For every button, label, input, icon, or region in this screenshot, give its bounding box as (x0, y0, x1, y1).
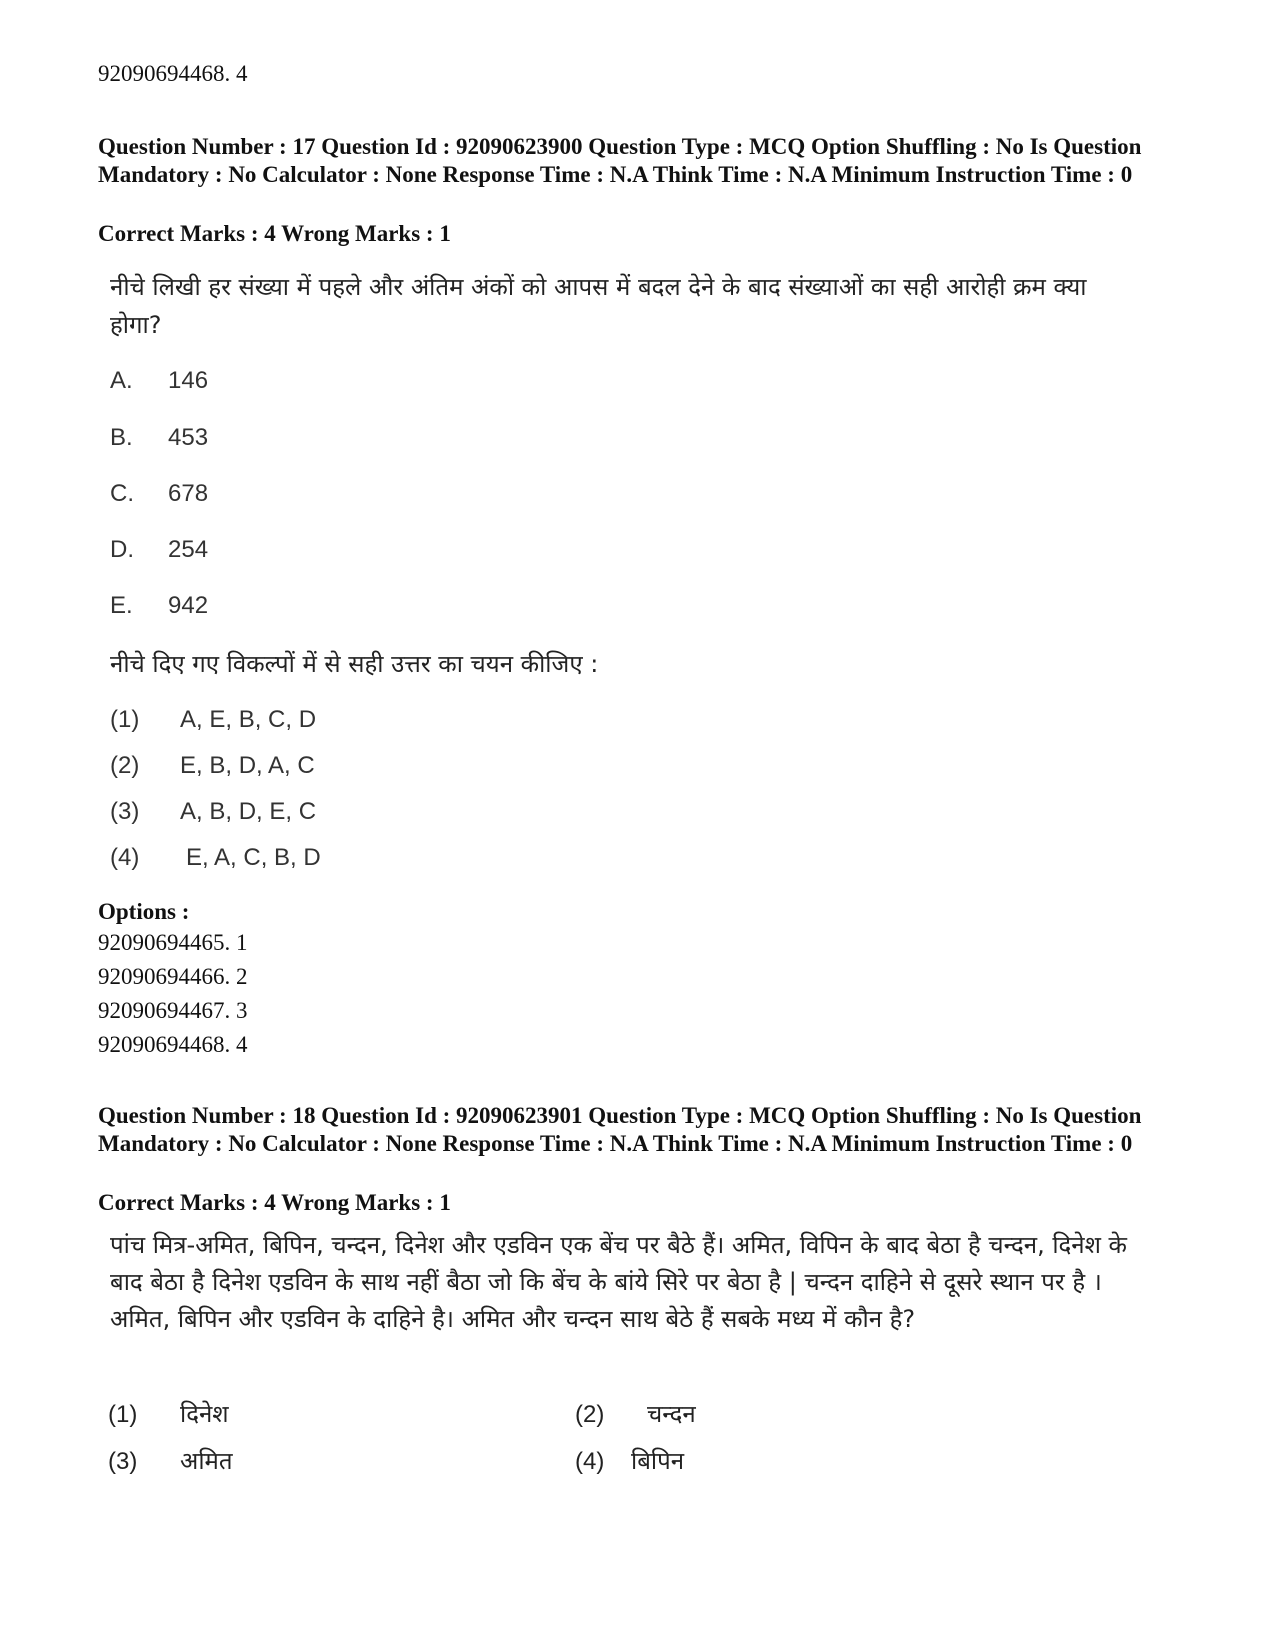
q18-choice-1 (108, 1397, 229, 1430)
option-id-3: 92090694467. 3 (98, 998, 248, 1023)
item-label: C. (110, 480, 134, 507)
option-id-4: 92090694468. 4 (98, 1032, 248, 1057)
q17-choice-3 (110, 798, 316, 826)
choice-value: अमित (180, 1447, 233, 1475)
q17-item-e (110, 592, 208, 620)
choice-label: (1) (110, 706, 140, 733)
choice-value: E, B, D, A, C (180, 752, 315, 779)
choice-label: (3) (110, 798, 140, 825)
q18-meta: Question Number : 18 Question Id : 92090623901 Question Type : MCQ Option Shuffling : No Is Question Mandatory : No Calculator : None Response Time : N.A Think Time : N.A Minimum Instruction Time : 0 (98, 1103, 1142, 1156)
choice-value: A, E, B, C, D (180, 706, 317, 733)
choice-value: E, A, C, B, D (186, 844, 321, 871)
item-label: E. (110, 592, 133, 619)
q18-marks: Correct Marks : 4 Wrong Marks : 1 (98, 1190, 451, 1215)
q17-instruction: नीचे दिए गए विकल्पों में से सही उत्तर का चयन कीजिए : (110, 650, 599, 678)
q17-item-b (110, 424, 208, 452)
item-value: 942 (168, 592, 209, 619)
item-value: 146 (168, 367, 209, 394)
q17-question-text: नीचे लिखी हर संख्या में पहले और अंतिम अंकों को आपस में बदल देने के बाद संख्याओं का सही आरोही क्रम क्या होगा? (110, 273, 1087, 339)
item-value: 678 (168, 480, 209, 507)
choice-value: बिपिन (631, 1447, 685, 1475)
q17-item-a (110, 367, 208, 395)
item-value: 453 (168, 424, 209, 451)
q17-choice-4 (110, 844, 321, 872)
item-label: D. (110, 536, 134, 563)
q17-meta: Question Number : 17 Question Id : 92090623900 Question Type : MCQ Option Shuffling : No Is Question Mandatory : No Calculator : None Response Time : N.A Think Time : N.A Minimum Instruction Time : 0 (98, 134, 1142, 187)
choice-label: (1) (108, 1401, 138, 1428)
q17-choice-2 (110, 752, 315, 780)
option-id-2: 92090694466. 2 (98, 964, 248, 989)
q18-choice-4 (575, 1444, 684, 1477)
q17-item-d (110, 536, 208, 564)
item-value: 254 (168, 536, 209, 563)
q17-marks: Correct Marks : 4 Wrong Marks : 1 (98, 221, 451, 246)
item-label: A. (110, 367, 133, 394)
q18-question-text: पांच मित्र-अमित, बिपिन, चन्दन, दिनेश और एडविन एक बेंच पर बैठे हैं। अमित, विपिन के बाद बेठा है चन्दन, दिनेश के बाद बेठा है दिनेश एडविन के साथ नहीं बैठा जो कि बेंच के बांये सिरे पर बेठा है | चन्दन दाहिने से दूसरे स्थान पर है । अमित, बिपिन और एडविन के दाहिने है। अमित और चन्दन साथ बेठे हैं सबके मध्य में कौन है? (110, 1231, 1127, 1333)
q17-options-list (98, 926, 248, 1062)
previous-answer-line: 92090694468. 4 (98, 61, 248, 86)
q17-choice-1 (110, 706, 316, 734)
choice-label: (2) (110, 752, 140, 779)
choice-value: चन्दन (647, 1400, 696, 1428)
choice-label: (4) (575, 1448, 605, 1475)
q17-options-heading: Options : (98, 899, 190, 924)
item-label: B. (110, 424, 133, 451)
q17-item-c (110, 480, 208, 508)
q18-choice-3 (108, 1444, 233, 1477)
choice-label: (2) (575, 1401, 605, 1428)
choice-value: A, B, D, E, C (180, 798, 317, 825)
choice-label: (4) (110, 844, 140, 871)
choice-value: दिनेश (180, 1400, 229, 1428)
option-id-1: 92090694465. 1 (98, 930, 248, 955)
choice-label: (3) (108, 1448, 138, 1475)
q18-choice-2 (575, 1397, 696, 1430)
